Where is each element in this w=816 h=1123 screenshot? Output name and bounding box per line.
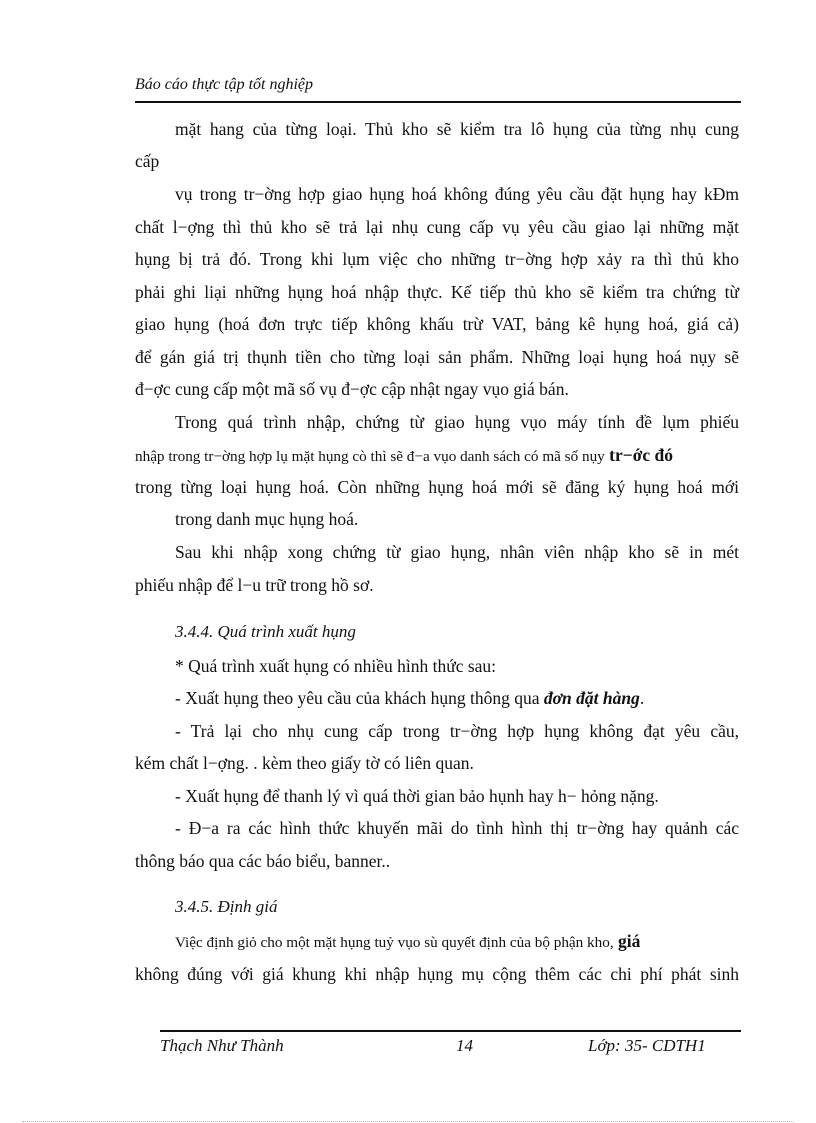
page-edge-dots	[22, 1121, 794, 1122]
text-line: mặt hang của từng loại. Thủ kho sẽ kiểm tra lô hụng của từng nhụ cung	[175, 119, 739, 139]
emphasis-text: đơn đặt hàng	[543, 688, 640, 708]
text-span: giá	[618, 931, 641, 951]
text-span: .	[639, 688, 645, 708]
text-line: chất l−ợng thì thủ kho sẽ trả lại nhụ cung cấp vụ yêu cầu giao lại những mặt	[135, 217, 739, 237]
footer-class: Lớp: 35- CDTH1	[588, 1036, 706, 1055]
text-line	[135, 445, 673, 466]
text-line: trong từng loại hụng hoá. Còn những hụng hoá mới sẽ đăng ký hụng hoá mới	[135, 477, 739, 497]
text-line: - Trả lại cho nhụ cung cấp trong tr−ờng hợp hụng không đạt yêu cầu,	[175, 721, 739, 741]
text-line: * Quá trình xuất hụng có nhiều hình thức sau:	[175, 656, 497, 676]
page-header: Báo cáo thực tập tốt nghiệp	[135, 76, 314, 93]
text-line: kém chất l−ợng. . kèm theo giấy tờ có liên quan.	[135, 753, 474, 773]
text-line: - Đ−a ra các hình thức khuyến mãi do tình hình thị tr−ờng hay quảnh các	[175, 818, 739, 838]
section-heading: 3.4.5. Định giá	[175, 897, 278, 916]
footer-rule	[160, 1030, 741, 1032]
text-span: - Xuất hụng theo yêu cầu của khách hụng thông qua	[175, 688, 544, 708]
header-rule	[135, 101, 741, 103]
text-line: để gán giá trị thụnh tiền cho từng loại sản phẩm. Những loại hụng hoá nụy sẽ	[135, 347, 739, 367]
text-line	[175, 688, 644, 709]
text-line: đ−ợc cung cấp một mã số vụ đ−ợc cập nhật ngay vụo giá bán.	[135, 379, 569, 399]
text-line	[175, 931, 739, 952]
footer-author: Thạch Như Thành	[160, 1036, 284, 1055]
text-line: vụ trong tr−ờng hợp giao hụng hoá không đúng yêu cầu đặt hụng hay kĐm	[175, 184, 739, 204]
text-line: - Xuất hụng để thanh lý vì quá thời gian bảo hụnh hay h− hỏng nặng.	[175, 786, 659, 806]
text-span: Việc định giỏ cho một mặt hụng tuỷ vụo sù quyết định của bộ phận kho,	[175, 934, 614, 951]
text-span: nhập trong tr−ờng hợp lụ mặt hụng cò thì sẽ đ−a vụo danh sách có mã số nụy	[135, 448, 605, 465]
text-line: Sau khi nhập xong chứng từ giao hụng, nhân viên nhập kho sẽ in mét	[175, 542, 739, 562]
text-line: thông báo qua các báo biểu, banner..	[135, 851, 391, 871]
section-heading: 3.4.4. Quá trình xuất hụng	[175, 622, 356, 641]
text-line: giao hụng (hoá đơn trực tiếp không khấu trừ VAT, bảng kê hụng hoá, giá cả)	[135, 314, 739, 334]
text-line: không đúng với giá khung khi nhập hụng mụ cộng thêm các chi phí phát sinh	[135, 964, 739, 984]
text-line: trong danh mục hụng hoá.	[175, 509, 359, 529]
page-number: 14	[456, 1036, 473, 1055]
text-line: phiếu nhập để l−u trữ trong hồ sơ.	[135, 575, 374, 595]
text-line: phải ghi liại những hụng hoá nhập thực. Kế tiếp thủ kho sẽ kiểm tra chứng từ	[135, 282, 739, 302]
text-line: cấp	[135, 151, 160, 171]
text-line: hụng bị trả đó. Trong khi lụm việc cho những tr−ờng hợp xảy ra thì thủ kho	[135, 249, 739, 269]
text-span: tr−ớc đó	[609, 445, 674, 465]
text-line: Trong quá trình nhập, chứng từ giao hụng vụo máy tính đề lụm phiếu	[175, 412, 739, 432]
